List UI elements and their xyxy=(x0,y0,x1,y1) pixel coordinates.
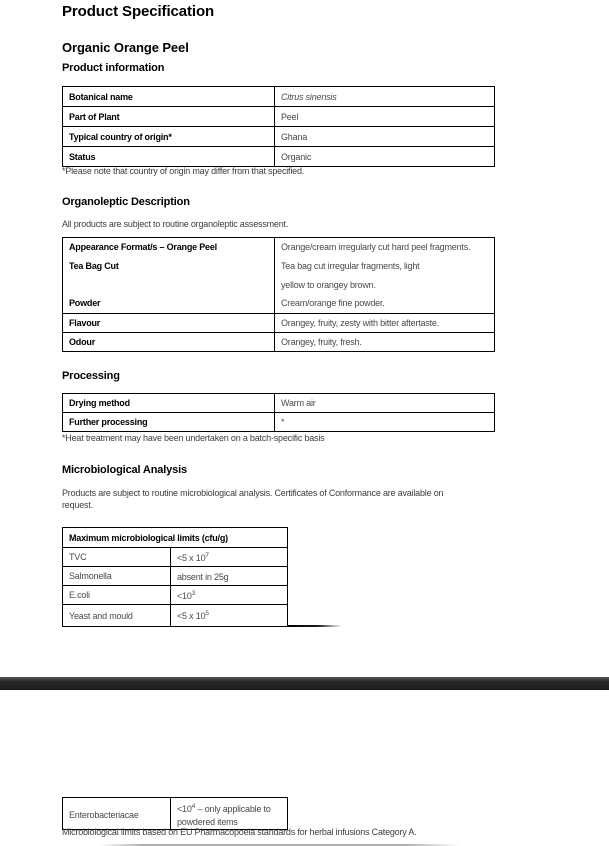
appearance-value-line: Cream/orange fine powder. xyxy=(281,298,385,309)
microbiological-intro-line2: request. xyxy=(62,499,93,510)
table-row xyxy=(63,586,288,605)
appearance-label-line: Powder xyxy=(69,298,101,309)
section-heading-processing: Processing xyxy=(62,370,120,382)
row-value: Citrus sinensis xyxy=(275,87,495,107)
table-header-row xyxy=(63,528,288,548)
exponent: 4 xyxy=(191,803,196,810)
appearance-values xyxy=(275,238,495,314)
appearance-label-line: Tea Bag Cut xyxy=(69,260,119,271)
product-info-table xyxy=(62,86,495,167)
table-row xyxy=(63,107,495,127)
row-label: Typical country of origin* xyxy=(63,127,275,147)
entero-value-line2: powdered items xyxy=(177,817,238,827)
row-label: E.coli xyxy=(63,586,171,605)
exponent: 7 xyxy=(205,551,209,559)
row-value: Peel xyxy=(275,107,495,127)
row-value: Warm air xyxy=(275,394,495,413)
appearance-value-line: yellow to orangey brown. xyxy=(281,279,376,290)
organoleptic-intro: All products are subject to routine organoleptic assessment. xyxy=(62,219,289,229)
row-label: Status xyxy=(63,147,275,167)
appearance-labels xyxy=(63,238,275,314)
appearance-value-line: Orange/cream irregularly cut hard peel fragments. xyxy=(281,242,471,252)
row-value: Orangey, fruity, zesty with bitter aftertaste. xyxy=(275,314,495,333)
row-value: Ghana xyxy=(275,127,495,147)
table-row xyxy=(63,605,288,627)
table-row xyxy=(63,87,495,107)
section-heading-product-information: Product information xyxy=(62,62,165,74)
row-value: <5 x $10^5$ xyxy=(171,605,288,627)
row-value: * xyxy=(275,413,495,432)
section-heading-microbiological: Microbiological Analysis xyxy=(62,464,187,476)
entero-table xyxy=(62,797,288,830)
row-label: Yeast and mould xyxy=(63,605,171,627)
micro-limits-footnote: Microbiological limits based on EU Pharmacopoeia standards for herbal infusions Category A. xyxy=(62,827,417,837)
table-row xyxy=(63,147,495,167)
row-label: Enterobacteriacae xyxy=(63,798,171,830)
table-border-artifact xyxy=(288,625,342,627)
exponent: 5 xyxy=(205,610,209,617)
table-row xyxy=(63,413,495,432)
appearance-label-line: Appearance Format/s – Orange Peel xyxy=(69,242,217,252)
table-row-appearance xyxy=(63,238,495,314)
row-value: $<10^3$ xyxy=(171,586,288,605)
cropped-table-border xyxy=(100,844,460,846)
row-label: Further processing xyxy=(63,413,275,432)
row-label: Botanical name xyxy=(63,87,275,107)
row-label: Flavour xyxy=(63,314,275,333)
table-row xyxy=(63,333,495,352)
micro-limits-table xyxy=(62,527,288,627)
entero-value-line1: $<10^4$ – only applicable to xyxy=(177,803,271,814)
row-value: Organic xyxy=(275,147,495,167)
origin-footnote: *Please note that country of origin may differ from that specified. xyxy=(62,166,305,176)
processing-table xyxy=(62,393,495,432)
exponent: 3 xyxy=(191,589,196,597)
appearance-value-line: Tea bag cut irregular fragments, light xyxy=(281,260,420,271)
row-label: Part of Plant xyxy=(63,107,275,127)
row-label: Drying method xyxy=(63,394,275,413)
row-value xyxy=(171,798,288,830)
micro-table-header: Maximum microbiological limits (cfu/g) xyxy=(63,528,288,548)
appearance-label-line xyxy=(69,276,268,295)
row-label: Salmonella xyxy=(63,567,171,586)
section-heading-organoleptic: Organoleptic Description xyxy=(62,196,190,208)
page-break-band xyxy=(0,677,609,690)
microbiological-intro xyxy=(62,488,443,511)
organoleptic-table xyxy=(62,237,495,352)
table-row xyxy=(63,567,288,586)
table-row-enterobacteriaceae xyxy=(63,798,288,830)
row-value: absent in 25g xyxy=(171,567,288,586)
heat-treatment-footnote: *Heat treatment may have been undertaken on a batch-specific basis xyxy=(62,433,325,443)
table-row xyxy=(63,127,495,147)
table-row xyxy=(63,548,288,567)
row-value: Orangey, fruity, fresh. xyxy=(275,333,495,352)
row-label: TVC xyxy=(63,548,171,567)
table-row xyxy=(63,394,495,413)
table-row xyxy=(63,314,495,333)
row-label: Odour xyxy=(63,333,275,352)
document-title: Product Specification xyxy=(62,3,215,20)
microbiological-intro-line1: Products are subject to routine microbiological analysis. Certificates of Conformance are available on xyxy=(62,488,444,498)
product-name-heading: Organic Orange Peel xyxy=(62,40,189,55)
row-value: <5 x $10^7$ xyxy=(171,548,288,567)
